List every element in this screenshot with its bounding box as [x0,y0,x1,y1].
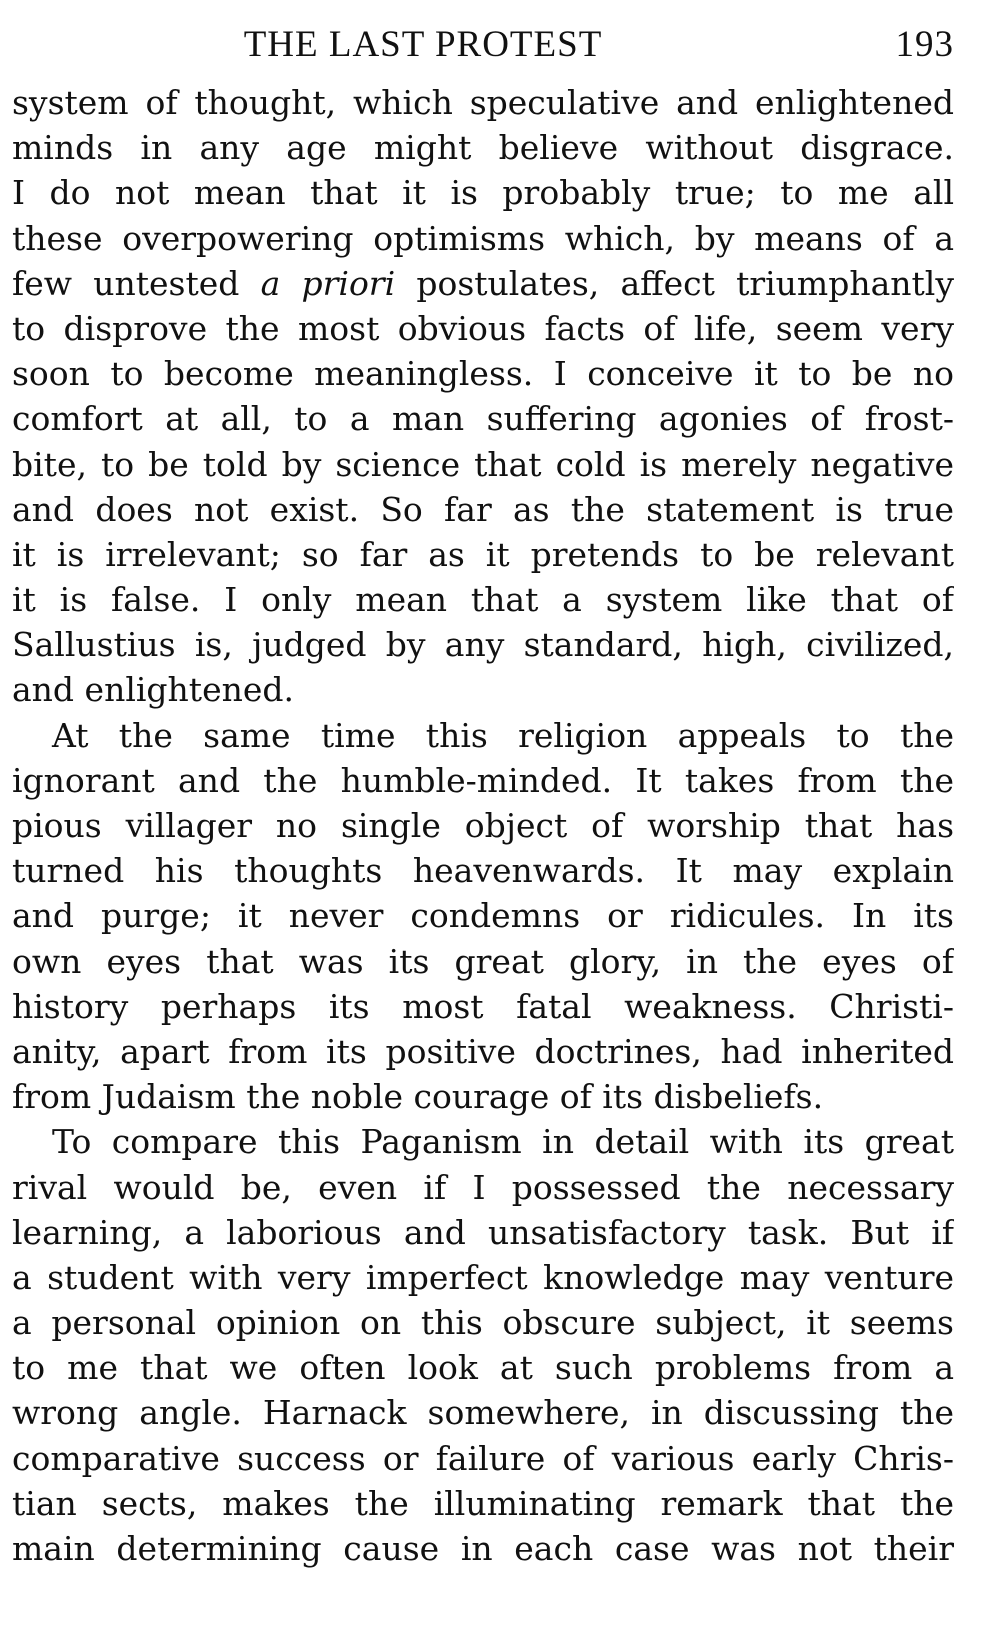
text-line: system of thought, which speculative and enlightened [12,83,954,122]
paragraph-last-line: and enlightened. [12,670,294,710]
text-line: tian sects, makes the illuminating remark that the [12,1483,954,1523]
text-line: ignorant and the humble-minded. It takes from the [12,760,954,800]
text-span: few untested [12,263,261,303]
running-header [12,10,954,80]
paragraph-first-line: To compare this Paganism in detail with its great [52,1122,954,1162]
text-line: wrong angle. Harnack somewhere, in discussing the [12,1393,954,1433]
text-line: comfort at all, to a man suffering agonies of frost- [12,399,954,439]
text-line: own eyes that was its great glory, in the eyes of [12,941,954,981]
text-line: and does not exist. So far as the statement is true [12,489,954,529]
text-line: Sallustius is, judged by any standard, high, civilized, [12,625,954,665]
paragraph-last-line: from Judaism the noble courage of its disbeliefs. [12,1077,824,1117]
text-line: and purge; it never condemns or ridicules. In its [12,896,954,936]
text-line: minds in any age might believe without disgrace. [12,128,954,168]
text-span: postulates, affect triumphantly [395,263,954,303]
text-line: I do not mean that it is probably true; to me all [12,173,954,213]
text-line: pious villager no single object of worship that has [12,806,954,845]
text-line: anity, apart from its positive doctrines, had inherited [12,1031,954,1071]
running-title: THE LAST PROTEST [243,24,603,65]
body-text [12,80,954,1571]
text-line: comparative success or failure of various early Chris- [12,1438,954,1478]
italic-phrase: a priori [260,263,396,303]
text-line: main determining cause in each case was not their [12,1529,954,1568]
text-line-with-italic [12,261,954,306]
text-line: learning, a laborious and unsatisfactory task. But if [12,1212,954,1252]
text-line: rival would be, even if I possessed the necessary [12,1167,954,1207]
text-line: a personal opinion on this obscure subject, it seems [12,1303,954,1343]
text-line: it is irrelevant; so far as it pretends to be relevant [12,534,954,574]
text-line: to me that we often look at such problems from a [12,1348,954,1388]
page-number: 193 [895,24,954,65]
text-line: turned his thoughts heavenwards. It may explain [12,851,954,891]
text-line: soon to become meaningless. I conceive it to be no [12,354,954,394]
paragraph-first-line: At the same time this religion appeals to the [52,715,954,755]
text-line: these overpowering optimisms which, by means of a [12,218,954,258]
text-line: it is false. I only mean that a system like that of [12,580,954,620]
text-line: history perhaps its most fatal weakness. Christi- [12,986,954,1026]
text-line: a student with very imperfect knowledge may venture [12,1257,954,1297]
text-line: to disprove the most obvious facts of life, seem very [12,308,954,348]
text-line: bite, to be told by science that cold is merely negative [12,444,954,484]
